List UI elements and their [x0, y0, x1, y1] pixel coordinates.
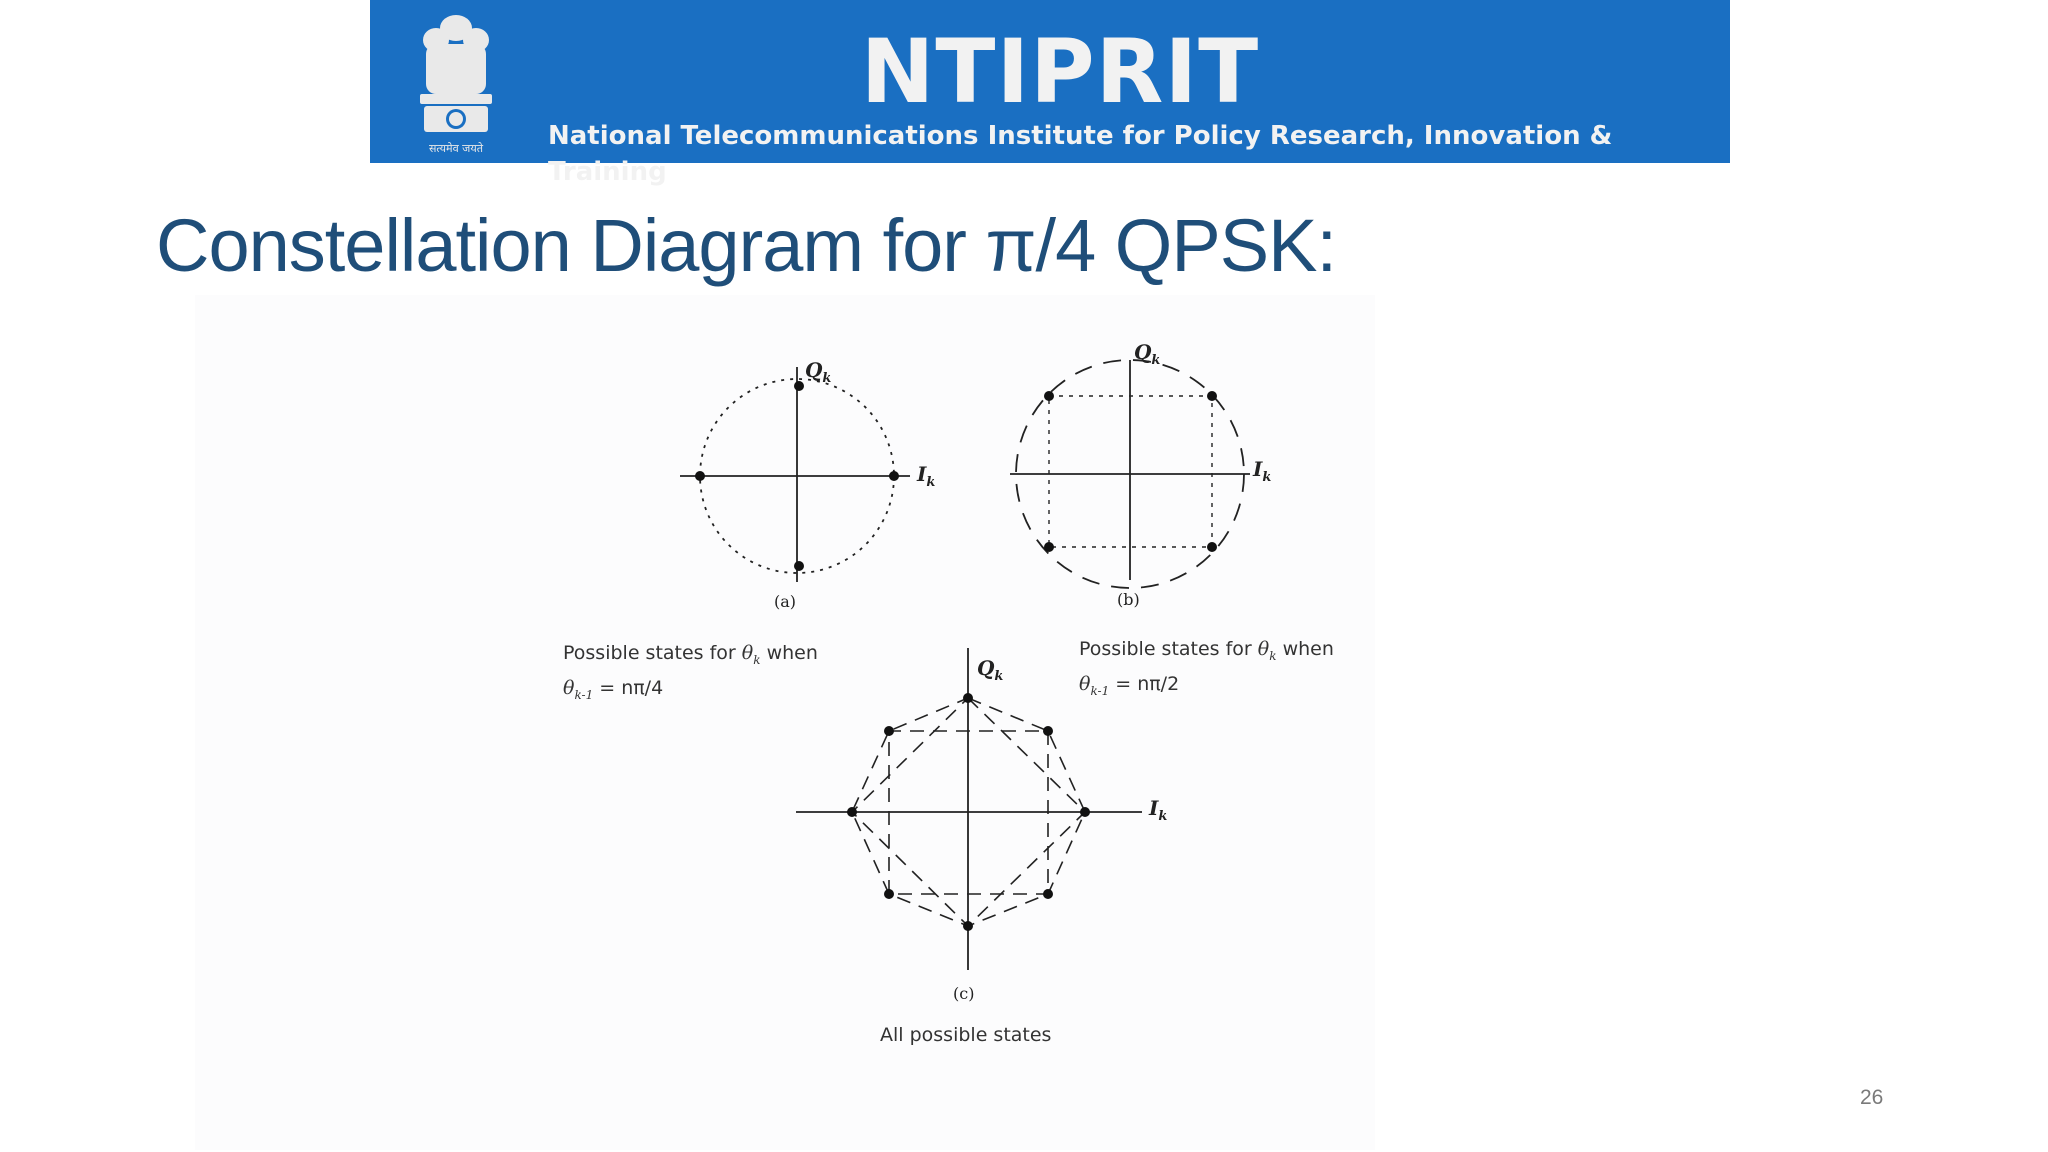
panel-c-q-label: $Q_k$	[977, 656, 1004, 684]
banner-title: NTIPRIT	[860, 20, 1260, 123]
constellation-point	[847, 807, 857, 817]
panel-c-caption: (c)	[953, 984, 975, 1003]
panel-a-note: Possible states for $\theta_k$ when $\theta_{k-1} = n\pi/4$	[563, 642, 818, 702]
constellation-point	[1043, 889, 1053, 899]
constellation-point	[963, 921, 973, 931]
constellation-point	[889, 471, 899, 481]
panel-b-caption: (b)	[1117, 590, 1140, 609]
constellation-point	[1207, 391, 1217, 401]
constellation-point	[884, 726, 894, 736]
panel-b-note: Possible states for $\theta_k$ when $\theta_{k-1} = n\pi/2$	[1079, 638, 1334, 698]
constellation-point	[884, 889, 894, 899]
constellation-point	[794, 381, 804, 391]
panel-a-caption: (a)	[774, 592, 797, 611]
constellation-point	[1044, 391, 1054, 401]
constellation-point	[794, 561, 804, 571]
slide-title: Constellation Diagram for π/4 QPSK:	[156, 204, 1337, 287]
constellation-point	[1080, 807, 1090, 817]
banner-subtitle: National Telecommunications Institute for Policy Research, Innovation & Training	[548, 121, 1613, 187]
page-number: 26	[1860, 1086, 1884, 1109]
constellation-point	[1207, 542, 1217, 552]
emblem-motto: सत्यमेव जयते	[428, 142, 484, 155]
constellation-point	[1044, 542, 1054, 552]
panel-b-q-label: $Q_k$	[1134, 340, 1161, 368]
panel-a-constellation	[680, 367, 910, 582]
panel-b-i-label: $I_k$	[1253, 457, 1272, 485]
panel-a-q-label: $Q_k$	[805, 358, 832, 386]
constellation-point	[963, 693, 973, 703]
panel-a-i-label: $I_k$	[917, 462, 936, 490]
constellation-point	[695, 471, 705, 481]
constellation-point	[1043, 726, 1053, 736]
panel-c-i-label: $I_k$	[1149, 796, 1168, 824]
panel-c-note: All possible states	[880, 1024, 1052, 1046]
